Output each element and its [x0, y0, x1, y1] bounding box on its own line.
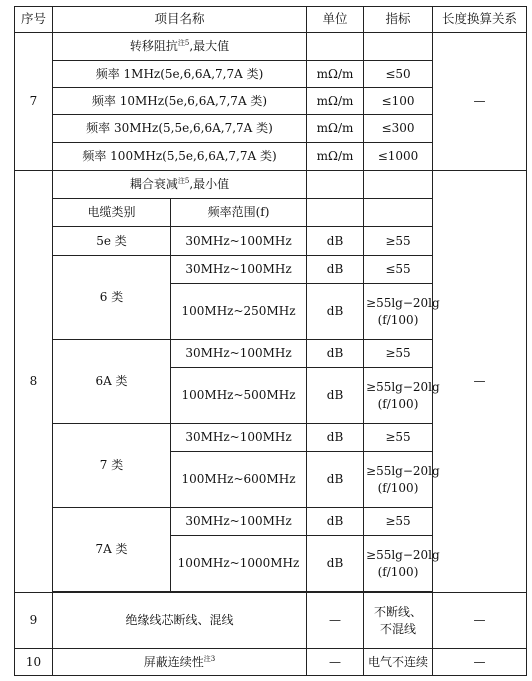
unit-cell: dB — [307, 424, 364, 452]
row8-colhead-unit — [307, 199, 364, 227]
unit-cell: dB — [307, 536, 364, 592]
row9-index-b: 不混线 — [380, 621, 417, 636]
row9-unit: — — [307, 593, 364, 649]
row7-title — [53, 33, 307, 61]
index-cell: ≤55 — [364, 256, 433, 284]
row8-title-unit — [307, 171, 364, 199]
unit-cell: dB — [307, 368, 364, 424]
index-formula: ≥55lg−20lg — [366, 464, 440, 479]
row10-item-text: 屏蔽连续性 — [143, 654, 204, 669]
unit-cell: dB — [307, 452, 364, 508]
row7-item: 频率 1MHz(5e,6,6A,7,7A 类) — [53, 61, 307, 88]
row10-length: — — [433, 649, 527, 676]
cable-category: 7 类 — [53, 424, 171, 508]
index-formula: ≥55lg−20lg — [366, 380, 440, 395]
index-formula-tail: (f/100) — [377, 396, 419, 411]
row10-item-note: 注3 — [203, 654, 216, 663]
unit-cell: dB — [307, 284, 364, 340]
row7-item: 频率 100MHz(5,5e,6,6A,7,7A 类) — [53, 143, 307, 171]
unit-cell: dB — [307, 340, 364, 368]
header-length: 长度换算关系 — [433, 7, 527, 33]
row8-length: — — [433, 171, 527, 593]
row8-title-note: 注5 — [177, 177, 190, 186]
row7-seq: 7 — [15, 33, 53, 171]
freq-range: 30MHz~100MHz — [171, 256, 307, 284]
index-cell — [364, 284, 440, 340]
row7-title-unit — [307, 33, 364, 61]
cable-category: 7A 类 — [53, 508, 171, 592]
cable-category: 5e 类 — [53, 227, 171, 256]
row8-col-freq: 频率范围(f) — [171, 199, 307, 227]
index-formula-tail: (f/100) — [377, 480, 419, 495]
row7-item: 频率 10MHz(5e,6,6A,7,7A 类) — [53, 88, 307, 115]
unit-cell: dB — [307, 227, 364, 256]
header-row — [15, 7, 527, 33]
row7-index: ≤100 — [364, 88, 433, 115]
freq-range: 30MHz~100MHz — [171, 340, 307, 368]
freq-range: 30MHz~100MHz — [171, 508, 307, 536]
index-formula-tail: (f/100) — [377, 564, 419, 579]
freq-range: 30MHz~100MHz — [171, 227, 307, 256]
row8-title-row — [15, 171, 527, 199]
row8-title-text: 耦合衰减 — [129, 177, 178, 192]
row7-unit: mΩ/m — [307, 61, 364, 88]
row7-item: 频率 30MHz(5,5e,6,6A,7,7A 类) — [53, 115, 307, 143]
row9-item: 绝缘线芯断线、混线 — [53, 593, 307, 649]
row10 — [15, 649, 527, 676]
row8-title — [53, 171, 307, 199]
unit-cell: dB — [307, 508, 364, 536]
index-cell — [364, 368, 440, 424]
row10-seq: 10 — [15, 649, 53, 676]
row7-index: ≤300 — [364, 115, 433, 143]
spec-table — [14, 6, 527, 676]
header-index: 指标 — [364, 7, 433, 33]
header-item: 项目名称 — [53, 7, 307, 33]
freq-range: 100MHz~250MHz — [171, 284, 307, 340]
freq-range: 100MHz~1000MHz — [171, 536, 307, 592]
header-seq: 序号 — [15, 7, 53, 33]
row7-unit: mΩ/m — [307, 88, 364, 115]
row8-col-cable: 电缆类别 — [53, 199, 171, 227]
row10-item — [53, 649, 307, 676]
row7-title-suffix: ,最大值 — [189, 39, 230, 54]
index-formula: ≥55lg−20lg — [366, 548, 440, 563]
row7-title-note: 注5 — [177, 39, 190, 48]
row7-unit: mΩ/m — [307, 143, 364, 171]
row8-seq: 8 — [15, 171, 53, 593]
freq-range: 30MHz~100MHz — [171, 424, 307, 452]
row7-index: ≤50 — [364, 61, 433, 88]
freq-range: 100MHz~600MHz — [171, 452, 307, 508]
row9 — [15, 593, 527, 649]
index-cell: ≥55 — [364, 340, 433, 368]
row8-colhead-index — [364, 199, 433, 227]
header-unit: 单位 — [307, 7, 364, 33]
unit-cell: dB — [307, 256, 364, 284]
row10-index: 电气不连续 — [364, 649, 433, 676]
row9-seq: 9 — [15, 593, 53, 649]
row7-title-row — [15, 33, 527, 61]
freq-range: 100MHz~500MHz — [171, 368, 307, 424]
index-cell: ≥55 — [364, 424, 433, 452]
index-cell: ≥55 — [364, 227, 433, 256]
index-cell — [364, 536, 440, 592]
cable-category: 6A 类 — [53, 340, 171, 424]
row9-index-a: 不断线、 — [374, 605, 423, 620]
cable-category: 6 类 — [53, 256, 171, 340]
row10-unit: — — [307, 649, 364, 676]
row8-title-suffix: ,最小值 — [189, 177, 230, 192]
row7-title-index — [364, 33, 433, 61]
index-cell: ≥55 — [364, 508, 433, 536]
row7-title-text: 转移阻抗 — [129, 39, 178, 54]
row7-unit: mΩ/m — [307, 115, 364, 143]
row9-index — [364, 593, 433, 649]
index-formula-tail: (f/100) — [377, 312, 419, 327]
row9-length: — — [433, 593, 527, 649]
row7-length: — — [433, 33, 527, 171]
row8-title-index — [364, 171, 433, 199]
index-cell — [364, 452, 440, 508]
index-formula: ≥55lg−20lg — [366, 296, 440, 311]
row7-index: ≤1000 — [364, 143, 433, 171]
